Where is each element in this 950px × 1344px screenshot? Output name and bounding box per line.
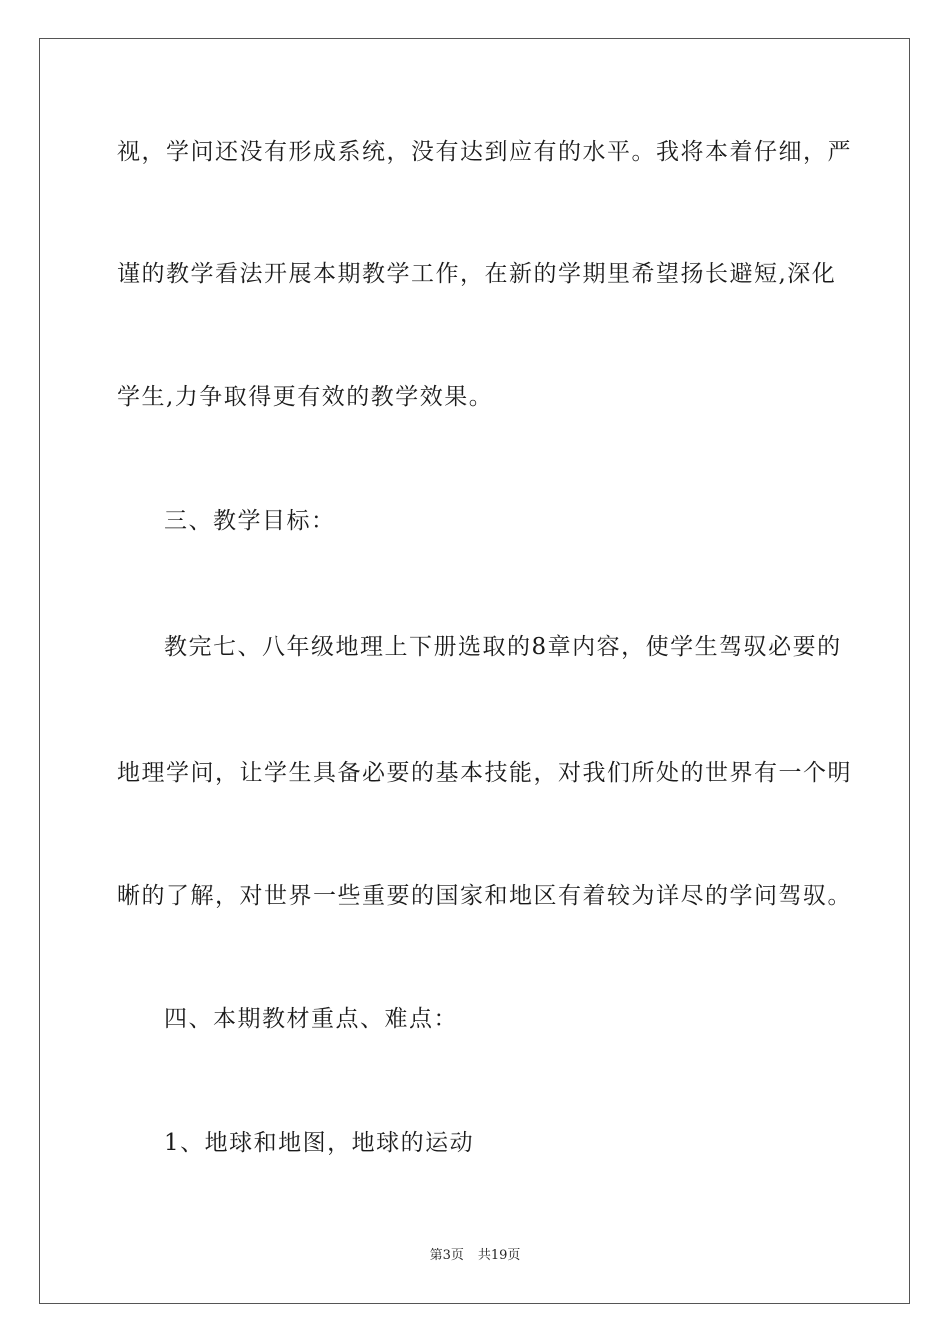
body-line-6: 地理学问，让学生具备必要的基本技能，对我们所处的世界有一个明 <box>117 760 852 786</box>
body-line-1: 视，学问还没有形成系统，没有达到应有的水平。我将本着仔细，严 <box>117 139 852 165</box>
page-footer <box>0 1247 950 1265</box>
body-line-5: 教完七、八年级地理上下册选取的8章内容，使学生驾驭必要的 <box>164 634 842 660</box>
page-number: 第3页 <box>429 1248 464 1263</box>
list-item-1: 1、地球和地图，地球的运动 <box>164 1130 475 1156</box>
page-total: 共19页 <box>477 1248 521 1263</box>
section-heading-3: 三、教学目标： <box>164 508 336 534</box>
section-heading-4: 四、本期教材重点、难点： <box>164 1006 458 1032</box>
body-line-2: 谨的教学看法开展本期教学工作，在新的学期里希望扬长避短,深化 <box>117 261 837 287</box>
page-border <box>39 38 910 1304</box>
body-line-7: 晰的了解，对世界一些重要的国家和地区有着较为详尽的学问驾驭。 <box>117 883 852 909</box>
body-line-3: 学生,力争取得更有效的教学效果。 <box>117 384 494 410</box>
